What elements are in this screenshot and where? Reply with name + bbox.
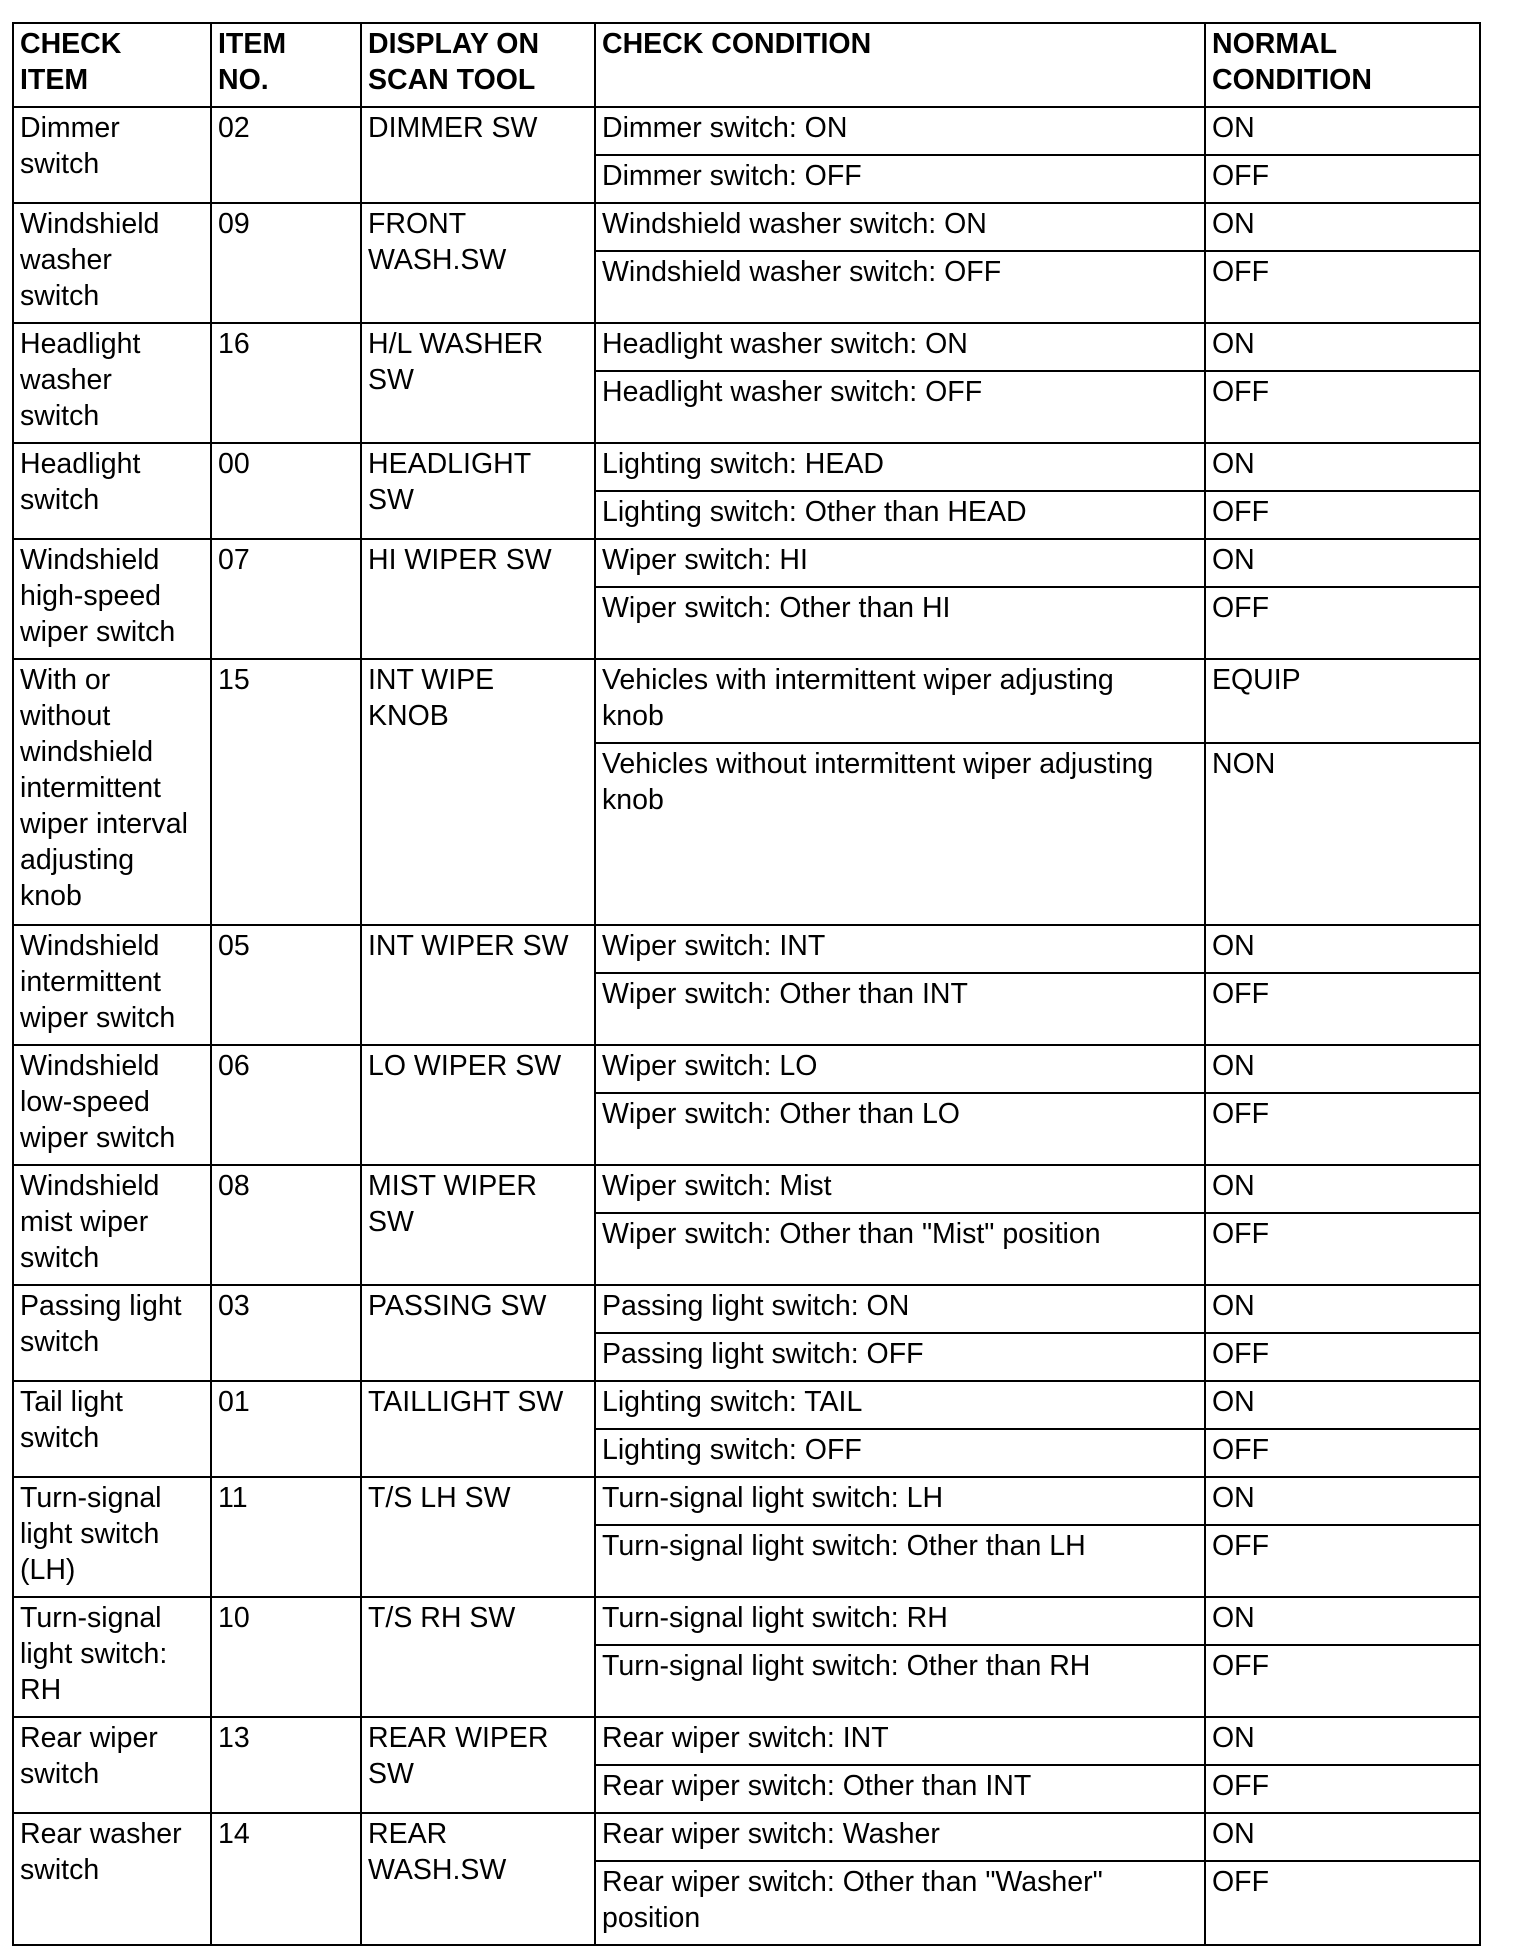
check-item-cell: Headlight washer switch: [13, 323, 211, 443]
check-condition-cell: Wiper switch: LO: [595, 1045, 1205, 1093]
check-condition-cell: Rear wiper switch: Other than INT: [595, 1765, 1205, 1813]
table-row: [13, 1165, 1480, 1213]
item-no-cell: 00: [211, 443, 361, 539]
item-no-cell: 07: [211, 539, 361, 659]
header-row: [13, 23, 1480, 107]
check-condition-cell: Wiper switch: Other than "Mist" position: [595, 1213, 1205, 1285]
normal-condition-cell: ON: [1205, 1717, 1480, 1765]
check-item-cell: Turn-signal light switch: RH: [13, 1597, 211, 1717]
table-row: [13, 1045, 1480, 1093]
scan-display-cell: TAILLIGHT SW: [361, 1381, 595, 1477]
normal-condition-cell: OFF: [1205, 371, 1480, 443]
table-row: [13, 925, 1480, 973]
normal-condition-cell: OFF: [1205, 587, 1480, 659]
table-row: [13, 1813, 1480, 1861]
check-item-cell: Windshield mist wiper switch: [13, 1165, 211, 1285]
table-row: [13, 1597, 1480, 1645]
normal-condition-cell: OFF: [1205, 1861, 1480, 1945]
header-display-on-scan-tool: DISPLAY ON SCAN TOOL: [361, 23, 595, 107]
check-condition-cell: Wiper switch: Mist: [595, 1165, 1205, 1213]
table-row: [13, 203, 1480, 251]
normal-condition-cell: OFF: [1205, 1093, 1480, 1165]
table-row: [13, 1381, 1480, 1429]
check-condition-cell: Lighting switch: OFF: [595, 1429, 1205, 1477]
normal-condition-cell: OFF: [1205, 1213, 1480, 1285]
check-condition-cell: Headlight washer switch: OFF: [595, 371, 1205, 443]
check-item-cell: Headlight switch: [13, 443, 211, 539]
normal-condition-cell: OFF: [1205, 1765, 1480, 1813]
scan-display-cell: T/S LH SW: [361, 1477, 595, 1597]
check-item-cell: Windshield washer switch: [13, 203, 211, 323]
check-condition-cell: Turn-signal light switch: RH: [595, 1597, 1205, 1645]
check-condition-cell: Headlight washer switch: ON: [595, 323, 1205, 371]
check-condition-cell: Turn-signal light switch: Other than LH: [595, 1525, 1205, 1597]
scan-display-cell: MIST WIPER SW: [361, 1165, 595, 1285]
normal-condition-cell: OFF: [1205, 1645, 1480, 1717]
table-row: [13, 323, 1480, 371]
table-header: [13, 23, 1480, 107]
item-no-cell: 09: [211, 203, 361, 323]
check-item-cell: Windshield low-speed wiper switch: [13, 1045, 211, 1165]
check-condition-cell: Passing light switch: OFF: [595, 1333, 1205, 1381]
check-item-cell: Tail light switch: [13, 1381, 211, 1477]
normal-condition-cell: OFF: [1205, 1525, 1480, 1597]
normal-condition-cell: NON: [1205, 743, 1480, 925]
normal-condition-cell: ON: [1205, 443, 1480, 491]
scan-display-cell: H/L WASHER SW: [361, 323, 595, 443]
normal-condition-cell: ON: [1205, 203, 1480, 251]
table-row: [13, 107, 1480, 155]
normal-condition-cell: EQUIP: [1205, 659, 1480, 743]
check-condition-cell: Turn-signal light switch: LH: [595, 1477, 1205, 1525]
item-no-cell: 13: [211, 1717, 361, 1813]
check-condition-cell: Vehicles without intermittent wiper adjusting knob: [595, 743, 1205, 925]
scan-display-cell: REAR WASH.SW: [361, 1813, 595, 1945]
table-row: [13, 1717, 1480, 1765]
check-condition-cell: Dimmer switch: OFF: [595, 155, 1205, 203]
check-condition-cell: Dimmer switch: ON: [595, 107, 1205, 155]
check-condition-cell: Windshield washer switch: OFF: [595, 251, 1205, 323]
item-no-cell: 16: [211, 323, 361, 443]
check-item-cell: Rear wiper switch: [13, 1717, 211, 1813]
table-row: [13, 539, 1480, 587]
check-condition-cell: Lighting switch: TAIL: [595, 1381, 1205, 1429]
normal-condition-cell: OFF: [1205, 491, 1480, 539]
table-row: [13, 659, 1480, 743]
scan-display-cell: INT WIPER SW: [361, 925, 595, 1045]
check-condition-cell: Vehicles with intermittent wiper adjusting knob: [595, 659, 1205, 743]
check-condition-cell: Turn-signal light switch: Other than RH: [595, 1645, 1205, 1717]
table-row: [13, 443, 1480, 491]
normal-condition-cell: ON: [1205, 539, 1480, 587]
check-item-cell: Turn-signal light switch (LH): [13, 1477, 211, 1597]
scan-display-cell: INT WIPE KNOB: [361, 659, 595, 925]
check-condition-cell: Wiper switch: INT: [595, 925, 1205, 973]
check-item-cell: Passing light switch: [13, 1285, 211, 1381]
table-row: [13, 1477, 1480, 1525]
scan-display-cell: FRONT WASH.SW: [361, 203, 595, 323]
scan-display-cell: T/S RH SW: [361, 1597, 595, 1717]
check-condition-cell: Rear wiper switch: Washer: [595, 1813, 1205, 1861]
normal-condition-cell: ON: [1205, 1165, 1480, 1213]
scan-display-cell: DIMMER SW: [361, 107, 595, 203]
check-condition-cell: Wiper switch: Other than INT: [595, 973, 1205, 1045]
check-condition-cell: Passing light switch: ON: [595, 1285, 1205, 1333]
check-item-cell: Dimmer switch: [13, 107, 211, 203]
normal-condition-cell: OFF: [1205, 973, 1480, 1045]
item-no-cell: 05: [211, 925, 361, 1045]
normal-condition-cell: ON: [1205, 107, 1480, 155]
table-body: [13, 107, 1480, 1945]
check-table: [12, 22, 1481, 1946]
normal-condition-cell: OFF: [1205, 155, 1480, 203]
normal-condition-cell: ON: [1205, 1477, 1480, 1525]
check-item-cell: Rear washer switch: [13, 1813, 211, 1945]
item-no-cell: 03: [211, 1285, 361, 1381]
check-condition-cell: Lighting switch: HEAD: [595, 443, 1205, 491]
check-condition-cell: Rear wiper switch: INT: [595, 1717, 1205, 1765]
normal-condition-cell: ON: [1205, 1381, 1480, 1429]
table-row: [13, 1285, 1480, 1333]
check-condition-cell: Lighting switch: Other than HEAD: [595, 491, 1205, 539]
normal-condition-cell: OFF: [1205, 1429, 1480, 1477]
item-no-cell: 08: [211, 1165, 361, 1285]
normal-condition-cell: ON: [1205, 1597, 1480, 1645]
check-condition-cell: Wiper switch: Other than LO: [595, 1093, 1205, 1165]
normal-condition-cell: ON: [1205, 1285, 1480, 1333]
item-no-cell: 01: [211, 1381, 361, 1477]
normal-condition-cell: ON: [1205, 1045, 1480, 1093]
scan-display-cell: LO WIPER SW: [361, 1045, 595, 1165]
scan-display-cell: REAR WIPER SW: [361, 1717, 595, 1813]
header-check-condition: CHECK CONDITION: [595, 23, 1205, 107]
item-no-cell: 14: [211, 1813, 361, 1945]
normal-condition-cell: OFF: [1205, 251, 1480, 323]
item-no-cell: 06: [211, 1045, 361, 1165]
item-no-cell: 15: [211, 659, 361, 925]
item-no-cell: 02: [211, 107, 361, 203]
check-item-cell: Windshield intermittent wiper switch: [13, 925, 211, 1045]
check-item-cell: Windshield high-speed wiper switch: [13, 539, 211, 659]
scan-display-cell: HEADLIGHT SW: [361, 443, 595, 539]
item-no-cell: 11: [211, 1477, 361, 1597]
header-item-no: ITEM NO.: [211, 23, 361, 107]
check-condition-cell: Wiper switch: HI: [595, 539, 1205, 587]
scan-display-cell: HI WIPER SW: [361, 539, 595, 659]
header-normal-condition: NORMAL CONDITION: [1205, 23, 1480, 107]
header-check-item: CHECK ITEM: [13, 23, 211, 107]
check-condition-cell: Windshield washer switch: ON: [595, 203, 1205, 251]
check-item-cell: With or without windshield intermittent wiper interval adjusting knob: [13, 659, 211, 925]
normal-condition-cell: ON: [1205, 323, 1480, 371]
check-condition-cell: Rear wiper switch: Other than "Washer" position: [595, 1861, 1205, 1945]
normal-condition-cell: ON: [1205, 925, 1480, 973]
scan-display-cell: PASSING SW: [361, 1285, 595, 1381]
normal-condition-cell: ON: [1205, 1813, 1480, 1861]
item-no-cell: 10: [211, 1597, 361, 1717]
check-condition-cell: Wiper switch: Other than HI: [595, 587, 1205, 659]
normal-condition-cell: OFF: [1205, 1333, 1480, 1381]
